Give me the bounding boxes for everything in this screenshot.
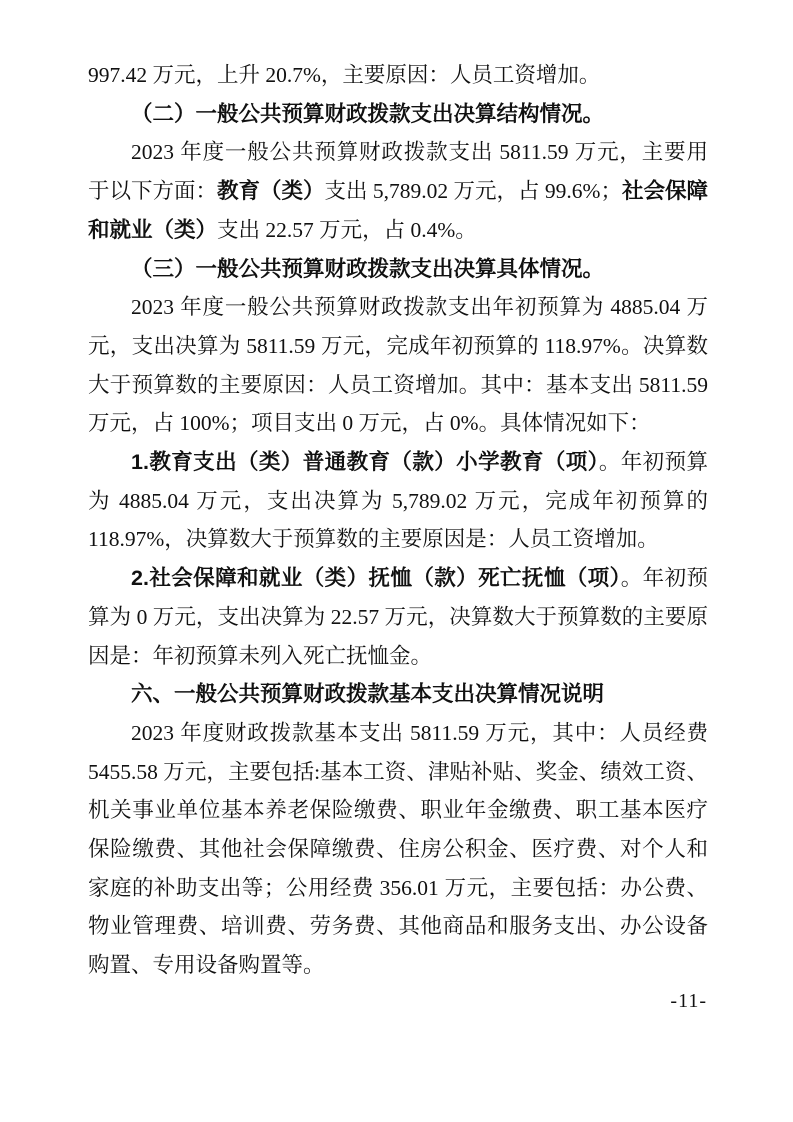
- text-run: 2023 年度一般公共预算财政拨款支出 5811.59 万元，主要用于以下方面：: [88, 140, 708, 204]
- bold-text-run: 1.教育支出（类）普通教育（款）小学教育（项）: [131, 450, 599, 475]
- text-run: 2023 年度财政拨款基本支出 5811.59 万元，其中：人员经费 5455.58 万元，主要包括:基本工资、津贴补贴、奖金、绩效工资、机关事业单位基本养老保险缴费、职业年金缴费、职工基本医疗保险缴费、其他社会保障缴费、住房公积金、医疗费、对个人和家庭的补助支出等；公用经费 356.01 万元，主要包括：办公费、物业管理费、培训费、劳务费、其他商品和服务支出、办公设备购置、专用设备购置等。: [88, 720, 708, 978]
- bold-text-run: 六、一般公共预算财政拨款基本支出决算情况说明: [131, 682, 605, 707]
- paragraph: [88, 559, 708, 675]
- text-run: 2023 年度一般公共预算财政拨款支出年初预算为 4885.04 万元，支出决算为 5811.59 万元，完成年初预算的 118.97%。决算数大于预算数的主要原因：人员工资增加。其中：基本支出 5811.59 万元，占 100%；项目支出 0 万元，占 0%。具体情况如下：: [88, 295, 708, 436]
- paragraph: [88, 443, 708, 559]
- section-heading: [88, 95, 708, 134]
- section-heading: [88, 675, 708, 714]
- bold-text-run: 社会保障和就业（类）: [88, 179, 708, 242]
- paragraph: [88, 714, 708, 985]
- bold-text-run: 教育（类）: [217, 179, 325, 204]
- paragraph: [88, 133, 708, 249]
- paragraph: [88, 56, 708, 95]
- page-number: -11-: [670, 990, 707, 1012]
- bold-text-run: （三）一般公共预算财政拨款支出决算具体情况。: [131, 256, 605, 281]
- text-run: 。年初预算为 4885.04 万元，支出决算为 5,789.02 万元，完成年初预算的 118.97%，决算数大于预算数的主要原因是：人员工资增加。: [88, 450, 708, 552]
- paragraph: [88, 288, 708, 443]
- bold-text-run: 2.社会保障和就业（类）抚恤（款）死亡抚恤（项）: [131, 566, 621, 591]
- section-heading: [88, 250, 708, 289]
- text-run: 支出 5,789.02 万元，占 99.6%；: [324, 179, 622, 204]
- text-run: 支出 22.57 万元，占 0.4%。: [217, 217, 477, 242]
- text-run: 。年初预算为 0 万元，支出决算为 22.57 万元，决算数大于预算数的主要原因是：年初预算未列入死亡抚恤金。: [88, 566, 708, 668]
- document-body: [88, 56, 708, 985]
- bold-text-run: （二）一般公共预算财政拨款支出决算结构情况。: [131, 101, 605, 126]
- text-run: 997.42 万元，上升 20.7%，主要原因：人员工资增加。: [88, 63, 601, 87]
